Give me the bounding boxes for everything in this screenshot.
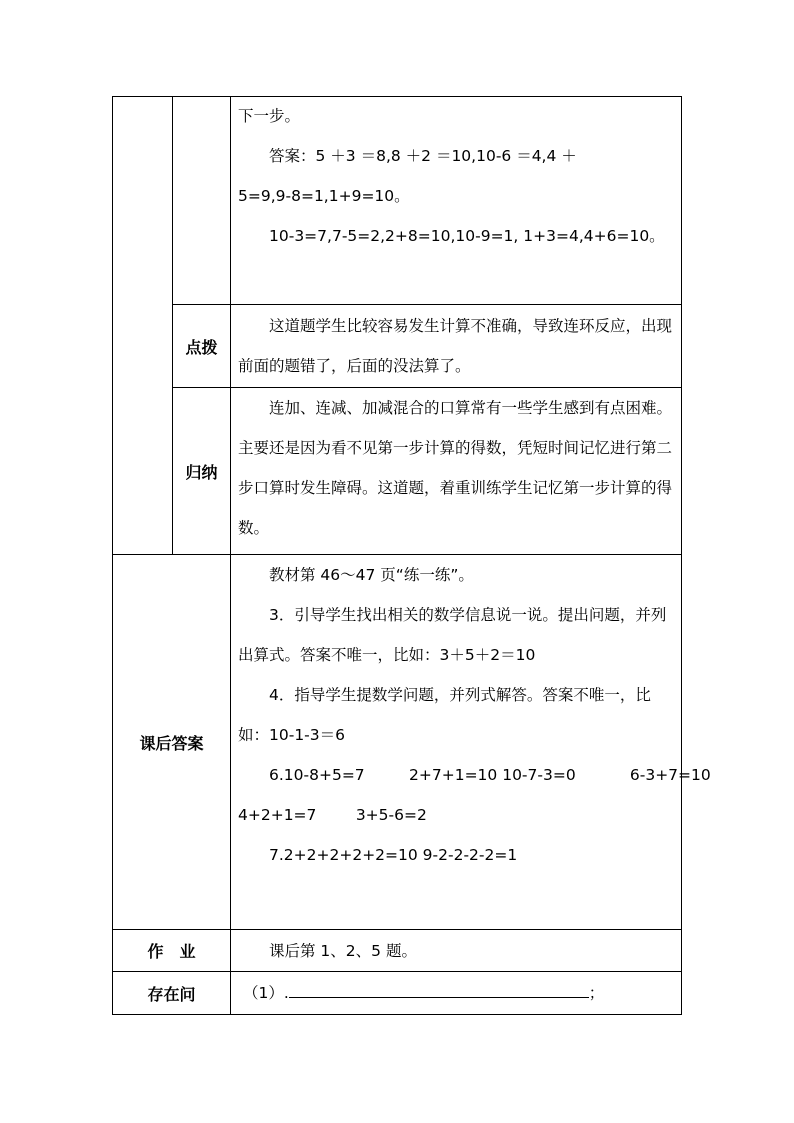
cunzai-label: 存在问	[113, 972, 231, 1015]
cunzai-prefix: （1）.	[243, 984, 289, 1002]
zuoye-content	[231, 930, 682, 972]
merged-left-cell	[113, 97, 173, 555]
dianbo-content	[231, 305, 682, 388]
guina-text: 连加、连减、加减混合的口算常有一些学生感到有点困难。主要还是因为看不见第一步计算的得数，凭短时间记忆进行第二步口算时发生障碍。这道题，着重训练学生记忆第一步计算的得数。	[238, 399, 673, 537]
continued-line-1: 下一步。	[238, 107, 301, 125]
cunzai-content	[231, 972, 682, 1015]
dianbo-text: 这道题学生比较容易发生计算不准确，导致连环反应，出现前面的题错了，后面的没法算了。	[238, 317, 673, 375]
continued-line-2: 答案：5 ＋3 ＝8,8 ＋2 ＝10,10-6 ＝4,4 ＋	[269, 147, 577, 165]
guina-content	[231, 388, 682, 555]
zuoye-text: 课后第 1、2、5 题。	[269, 941, 417, 960]
kehou-content	[231, 555, 711, 930]
row-dianbo	[113, 305, 682, 388]
kehou-line-1: 教材第 46～47 页“练一练”。	[269, 566, 474, 584]
kehou-item-3: 3．引导学生找出相关的数学信息说一说。提出问题，并列出算式。答案不唯一，比如：3＋5＋2＝10	[238, 606, 667, 664]
zuoye-label: 作 业	[113, 930, 231, 972]
kehou-label: 课后答案	[113, 555, 231, 930]
lesson-table	[112, 96, 711, 1015]
row-zuoye	[113, 930, 682, 972]
continued-line-4: 10-3=7,7-5=2,2+8=10,10-9=1, 1+3=4,4+6=10。	[269, 227, 665, 245]
answer-blank[interactable]	[289, 979, 589, 998]
continued-line-3: 5=9,9-8=1,1+9=10。	[238, 187, 410, 205]
row-continued	[113, 97, 682, 305]
kehou-item-4: 4．指导学生提数学问题，并列式解答。答案不唯一，比如：10-1-3＝6	[238, 686, 651, 744]
dianbo-label: 点拨	[173, 305, 231, 388]
row-kehou	[113, 555, 682, 930]
kehou-item-7: 7.2+2+2+2+2=10 9-2-2-2-2=1	[269, 846, 518, 864]
cunzai-suffix: ；	[588, 984, 605, 1002]
empty-label-cell	[173, 97, 231, 305]
row-guina	[113, 388, 682, 555]
kehou-item-6a: 6.10-8+5=7 2+7+1=10 10-7-3=0 6-3+7=10	[269, 766, 711, 784]
row-cunzai	[113, 972, 682, 1015]
guina-label: 归纳	[173, 388, 231, 555]
continued-content	[231, 97, 682, 305]
kehou-item-6b: 4+2+1=7 3+5-6=2	[238, 806, 427, 824]
cunzai-line	[238, 973, 675, 1013]
